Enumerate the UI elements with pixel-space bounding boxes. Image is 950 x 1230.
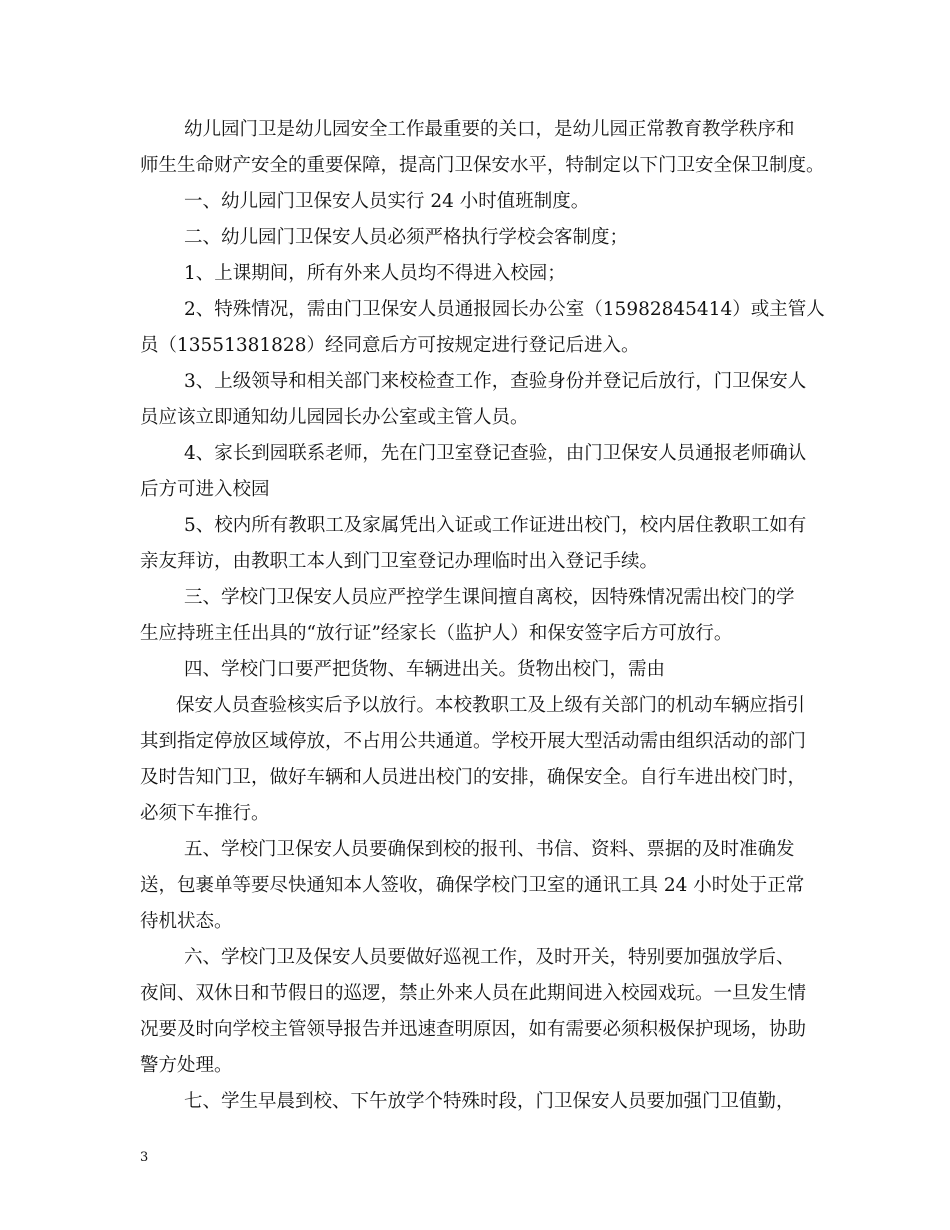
- text-line: 必须下车推行。: [140, 803, 270, 824]
- text-line: 警方处理。: [140, 1055, 233, 1076]
- text-line: 1、上课期间，所有外来人员均不得进入校园；: [184, 263, 566, 284]
- text-line: 亲友拜访，由教职工本人到门卫室登记办理临时出入登记手续。: [140, 551, 659, 572]
- text-line: 生应持班主任出具的“放行证”经家长（监护人）和保安签字后方可放行。: [140, 623, 733, 644]
- text-line: 保安人员查验核实后予以放行。本校教职工及上级有关部门的机动车辆应指引: [176, 695, 806, 716]
- text-line: 幼儿园门卫是幼儿园安全工作最重要的关口，是幼儿园正常教育教学秩序和: [184, 119, 795, 140]
- text-line: 六、学校门卫及保安人员要做好巡视工作，及时开关，特别要加强放学后、: [184, 947, 795, 968]
- text-line: 四、学校门口要严把货物、车辆进出关。货物出校门，需由: [184, 659, 666, 680]
- text-line: 七、学生早晨到校、下午放学个特殊时段，门卫保安人员要加强门卫值勤，: [184, 1091, 795, 1112]
- text-line: 后方可进入校园: [140, 479, 270, 500]
- text-line: 员（13551381828）经同意后方可按规定进行登记后进入。: [140, 335, 640, 356]
- text-line: 送，包裹单等要尽快通知本人签收，确保学校门卫室的通讯工具 24 小时处于正常: [140, 875, 805, 896]
- text-line: 一、幼儿园门卫保安人员实行 24 小时值班制度。: [184, 191, 590, 212]
- text-line: 及时告知门卫，做好车辆和人员进出校门的安排，确保安全。自行车进出校门时，: [140, 767, 807, 788]
- text-line: 其到指定停放区域停放，不占用公共通道。学校开展大型活动需由组织活动的部门: [140, 731, 807, 752]
- text-line: 五、学校门卫保安人员要确保到校的报刊、书信、资料、票据的及时准确发: [184, 839, 795, 860]
- text-line: 三、学校门卫保安人员应严控学生课间擅自离校，因特殊情况需出校门的学: [184, 587, 795, 608]
- text-line: 师生生命财产安全的重要保障，提高门卫保安水平，特制定以下门卫安全保卫制度。: [140, 155, 825, 176]
- text-line: 5、校内所有教职工及家属凭出入证或工作证进出校门，校内居住教职工如有: [184, 515, 807, 536]
- text-line: 4、家长到园联系老师，先在门卫室登记查验，由门卫保安人员通报老师确认: [184, 443, 807, 464]
- text-line: 况要及时向学校主管领导报告并迅速查明原因，如有需要必须积极保护现场，协助: [140, 1019, 807, 1040]
- text-line: 3、上级领导和相关部门来校检查工作，查验身份并登记后放行，门卫保安人: [184, 371, 807, 392]
- text-line: 员应该立即通知幼儿园园长办公室或主管人员。: [140, 407, 529, 428]
- text-line: 二、幼儿园门卫保安人员必须严格执行学校会客制度；: [184, 227, 629, 248]
- text-line: 待机状态。: [140, 911, 233, 932]
- text-line: 2、特殊情况，需由门卫保安人员通报园长办公室（15982845414）或主管人: [184, 299, 825, 320]
- text-line: 夜间、双休日和节假日的巡逻，禁止外来人员在此期间进入校园戏玩。一旦发生情: [140, 983, 807, 1004]
- page-number: 3: [140, 1150, 149, 1165]
